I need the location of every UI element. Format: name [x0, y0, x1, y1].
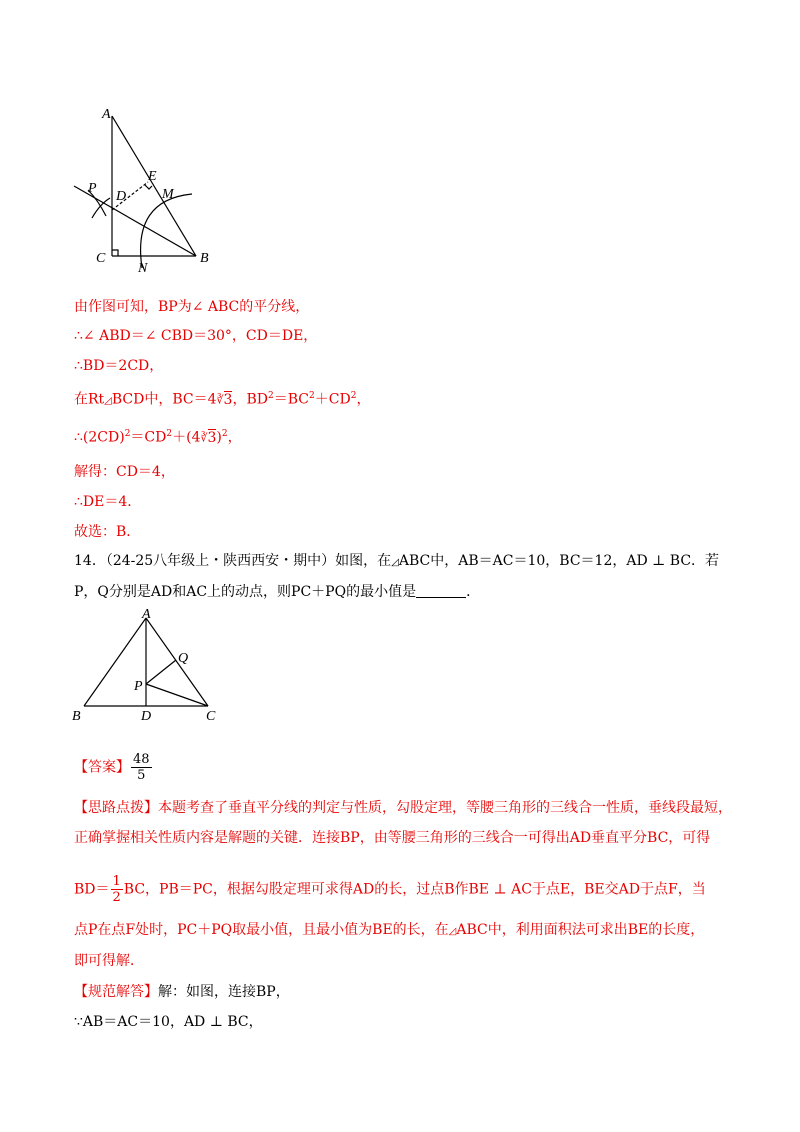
- analysis-line-5: 即可得解．: [74, 953, 144, 969]
- label-P: P: [88, 181, 97, 196]
- label-B: B: [200, 251, 209, 266]
- analysis-line-2: 正确掌握相关性质内容是解题的关键．连接BP，由等腰三角形的三线合一可得出AD垂直平分BC，可得: [74, 830, 711, 846]
- label-M: M: [162, 187, 174, 202]
- answer-fraction: $\frac{48}{5}$: [133, 752, 150, 783]
- half-fraction: $\frac{1}{2}$: [112, 874, 121, 905]
- solution13-line-2: ∴∠ ABD＝∠ CBD＝30°，CD＝DE，: [74, 328, 318, 344]
- solution-line-2: ∵AB＝AC＝10，AD ⊥ BC，: [74, 1014, 263, 1030]
- solution13-line-6: 解得：CD＝4，: [74, 464, 175, 480]
- label-D: D: [141, 709, 152, 724]
- solution-tag: 【规范解答】: [74, 984, 158, 1000]
- figure-2-triangle: [66, 608, 236, 728]
- label-N: N: [138, 261, 148, 276]
- answer-tag: 【答案】: [74, 759, 130, 776]
- triangle-symbol-a: ◿: [448, 926, 457, 937]
- solution13-line-7: ∴DE＝4．: [74, 494, 142, 510]
- label-Q: Q: [178, 651, 189, 666]
- triangle-symbol: ◿: [104, 395, 112, 407]
- answer-blank[interactable]: [416, 583, 466, 598]
- segment-AC: [146, 618, 208, 706]
- segment-AB: [112, 116, 196, 256]
- solution-line-1: 【规范解答】解：如图，连接BP，: [74, 984, 290, 1000]
- right-angle-C: [112, 250, 118, 256]
- label-D: D: [116, 189, 127, 204]
- right-angle-E: [145, 185, 152, 189]
- solution13-line-3: ∴BD＝2CD，: [74, 358, 164, 374]
- triangle-symbol-q: ◿: [391, 557, 399, 568]
- label-P: P: [134, 679, 143, 694]
- segment-PQ: [146, 660, 176, 684]
- label-E: E: [148, 169, 157, 184]
- analysis-line-1: 【思路点拨】本题考查了垂直平分线的判定与性质，勾股定理，等腰三角形的三线合一性质，垂线段最短，: [74, 800, 732, 816]
- analysis-line-4: 点P在点F处时，PC＋PQ取最小值，且最小值为BE的长，在◿ABC中，利用面积法可求出BE的长度，: [74, 922, 705, 938]
- label-B: B: [72, 709, 81, 724]
- arc-MN: [141, 194, 192, 268]
- segment-PC: [146, 684, 208, 706]
- label-A: A: [102, 107, 111, 122]
- question14-line-1: 14．（24-25八年级上・陕西西安・期中）如图，在◿ABC中，AB＝AC＝10，BC＝12，AD ⊥ BC．若: [74, 553, 720, 569]
- question14-line-2: P，Q分别是AD和AC上的动点，则PC＋PQ的最小值是 ．: [74, 584, 481, 600]
- label-A: A: [142, 608, 151, 622]
- cube-root-symbol: ∛: [216, 393, 224, 407]
- label-C: C: [206, 709, 216, 724]
- solution13-line-4: 在Rt◿BCD中，BC＝4∛3，$BD^2=BC^2+CD^2$，: [74, 391, 371, 408]
- label-C: C: [96, 251, 106, 266]
- cube-root-symbol-2: ∛: [200, 431, 208, 445]
- solution13-line-5: $\therefore(2CD)^2=CD^2+(4∛3)^2$，: [74, 429, 242, 446]
- analysis-tag: 【思路点拨】: [74, 800, 158, 816]
- answer-line: [74, 752, 153, 783]
- analysis-line-3: BD＝ $\frac{1}{2}$ BC，PB＝PC，根据勾股定理可求得AD的长，过点B作BE ⊥ AC于点E，BE交AD于点F，当: [74, 874, 706, 905]
- figure-1-construction: [70, 100, 210, 280]
- solution13-line-8: 故选：B．: [74, 524, 141, 540]
- solution13-line-1: 由作图可知，BP为∠ ABC的平分线，: [74, 299, 310, 315]
